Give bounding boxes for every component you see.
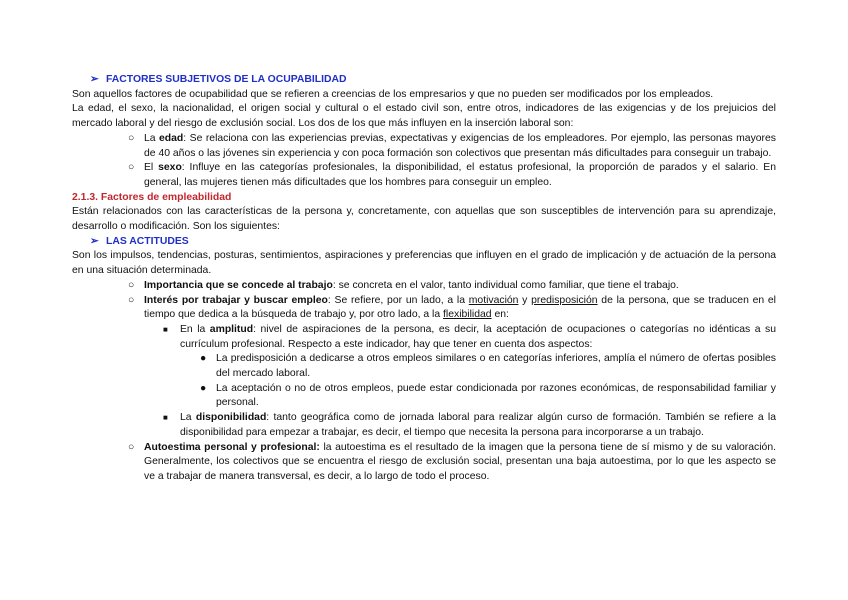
list-item-disponibilidad: ■ La disponibilidad: tanto geográfica como de jornada laboral para realizar algún curso de formación. También se refiere a la disponibilidad para empezar a trabajar, es decir, el tiempo que necesita la persona para incorporarse a un trabajo. [163, 412, 776, 438]
list-item-interes: ○ Interés por trabajar y buscar empleo: Se refiere, por un lado, a la motivación y predisposición de la persona, que se traducen en el tiempo que dedica a la búsqueda de trabajo y, por otro lado, a la flexibilidad en: [128, 294, 776, 321]
list-item-importancia: ○ Importancia que se concede al trabajo: se concreta en el valor, tanto individual como familiar, que tiene el trabajo. [144, 279, 776, 294]
list-item-amplitud: ■ En la amplitud: nivel de aspiraciones de la persona, es decir, la aceptación de ocupaciones o categorías no idénticas a su currículum profesional. Respecto a este indicador, hay que tener en cuenta dos aspectos: [163, 323, 776, 350]
arrow-bullet-icon: ➢ [90, 235, 99, 247]
circle-bullet-icon: ○ [128, 132, 135, 144]
paragraph-edad-sexo-intro: La edad, el sexo, la nacionalidad, el origen social y cultural o el estado civil son, entre otros, indicadores de las exigencias y de los prejuicios del mercado laboral y del riesgo de exclusión social. Los dos de los que más influyen en la inserción laboral son: [72, 103, 776, 130]
list-item-predisposicion: ● La predisposición a dedicarse a otros empleos similares o en categorías inferiores, amplía el número de ofertas posibles del mercado laboral. [200, 353, 776, 380]
heading-factores-subjetivos: ➢ FACTORES SUBJETIVOS DE LA OCUPABILIDAD [72, 73, 776, 88]
heading-actitudes: ➢ LAS ACTITUDES [72, 235, 776, 250]
list-item-aceptacion: ● La aceptación o no de otros empleos, puede estar condicionada por razones económicas, de responsabilidad familiar y personal. [200, 382, 776, 409]
circle-bullet-icon: ○ [128, 441, 135, 453]
paragraph-section-213: Están relacionados con las características de la persona y, concretamente, con aquellas que son susceptibles de intervención para su aprendizaje, desarrollo o modificación. Son los siguientes: [72, 206, 776, 233]
circle-bullet-icon: ○ [128, 162, 135, 174]
dot-bullet-icon: ● [200, 382, 207, 394]
dot-bullet-icon: ● [200, 353, 207, 365]
circle-bullet-icon: ○ [128, 279, 135, 291]
square-bullet-icon: ■ [163, 324, 168, 334]
list-item-autoestima: ○ Autoestima personal y profesional: la autoestima es el resultado de la imagen que la persona tiene de sí mismo y de su valoración. Generalmente, los colectivos que se encuentra el riesgo de exclusión social, presentan una baja autoestima, por lo que les aspecto se ve a trabajar de manera transversal, es decir, a lo largo de todo el proceso. [128, 441, 776, 482]
arrow-bullet-icon: ➢ [90, 74, 99, 85]
paragraph-actitudes: Son los impulsos, tendencias, posturas, sentimientos, aspiraciones y preferencias que influyen en el grado de implicación y de actuación de la persona en una situación determinada. [72, 250, 776, 277]
section-heading-213: 2.1.3. Factores de empleabilidad [72, 191, 232, 203]
document-content [72, 73, 776, 485]
list-item-edad: ○ La edad: Se relaciona con las experiencias previas, expectativas y exigencias de los empleadores. Por ejemplo, las personas mayores de 40 años o las jóvenes sin experiencia y con poca formación son colectivos que presentan más dificultades para conseguir un trabajo. [128, 132, 776, 159]
list-item-sexo: ○ El sexo: Influye en las categorías profesionales, la disponibilidad, el estatus profesional, la proporción de parados y el salario. En general, las mujeres tienen más dificultades que los hombres para conseguir un empleo. [128, 162, 776, 188]
circle-bullet-icon: ○ [128, 294, 135, 306]
square-bullet-icon: ■ [163, 413, 168, 423]
paragraph-intro-subjetivos: Son aquellos factores de ocupabilidad que se refieren a creencias de los empresarios y que no pueden ser modificados por los empleados. [72, 88, 714, 100]
